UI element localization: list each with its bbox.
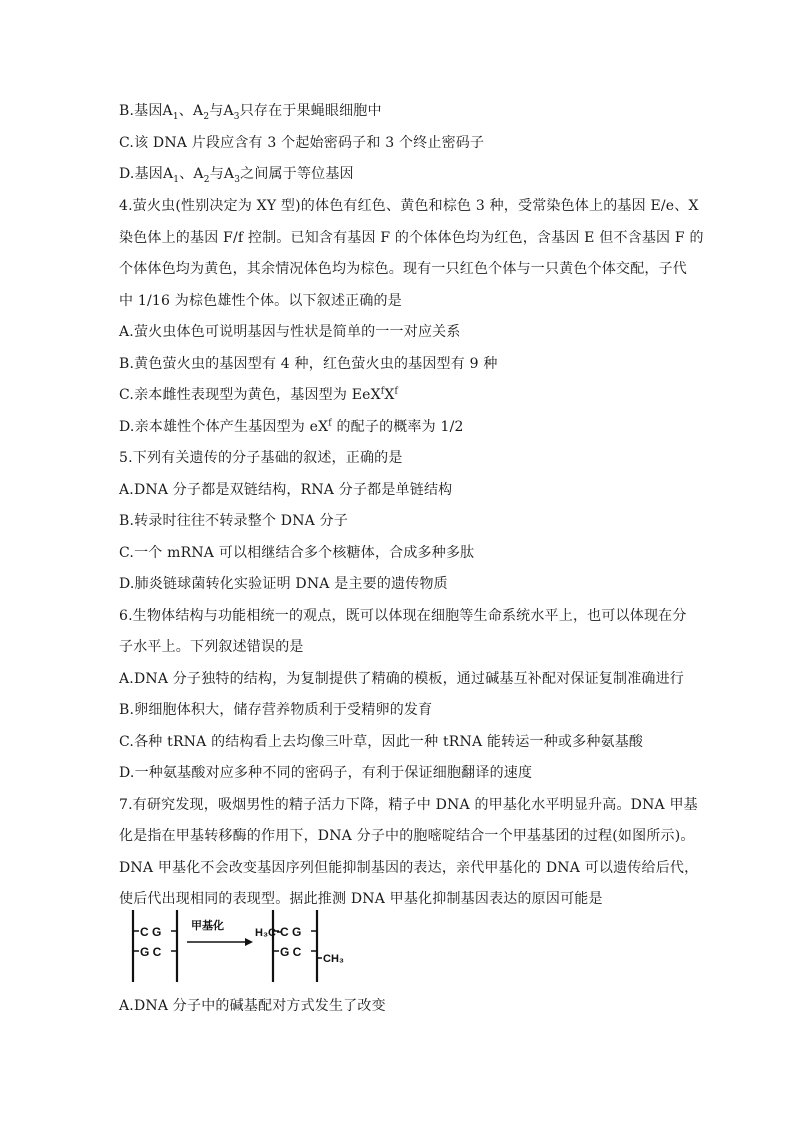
methyl-left: H₃C (255, 927, 276, 939)
option-7a: A.DNA 分子中的碱基配对方式发生了改变 (119, 998, 386, 1014)
option-5d: D.肺炎链球菌转化实验证明 DNA 是主要的遗传物质 (119, 576, 448, 592)
option-6b: B.卵细胞体积大，储存营养物质利于受精卵的发育 (119, 702, 433, 718)
question-6-stem-line-2: 子水平上。下列叙述错误的是 (119, 639, 304, 655)
option-4b: B.黄色萤火虫的基因型有 4 种，红色萤火虫的基因型有 9 种 (119, 356, 498, 372)
option-3d: D.基因$A_1$、$A_2$与$A_3$之间属于等位基因 (119, 166, 354, 185)
question-4-stem-line-2: 染色体上的基因 F/f 控制。已知含有基因 F 的个体体色均为红色，含基因 E 但不含基因 F 的 (119, 230, 704, 246)
right-pair-bottom: G C (280, 945, 302, 959)
option-6a: A.DNA 分子独特的结构，为复制提供了精确的模板，通过碱基互补配对保证复制准确进行 (119, 671, 684, 687)
question-4-stem-line-1: 4.萤火虫(性别决定为 XY 型)的体色有红色、黄色和棕色 3 种，受常染色体上的基因 E/e、X (119, 198, 699, 214)
option-4d: D.亲本雄性个体产生基因型为 $eX^f$ 的配子的概率为 1/2 (119, 418, 464, 435)
question-7-stem-line-4: 使后代出现相同的表现型。据此推测 DNA 甲基化抑制基因表达的原因可能是 (119, 891, 603, 907)
question-4-stem-line-4: 中 1/16 为棕色雄性个体。以下叙述正确的是 (119, 293, 402, 309)
option-3b: B.基因$A_1$、$A_2$与$A_3$只存在于果蝇眼细胞中 (119, 103, 382, 122)
question-7-stem-line-2: 化是指在甲基转移酶的作用下，DNA 分子中的胞嘧啶结合一个甲基基团的过程(如图所示)。 (119, 828, 695, 844)
dna-methylation-figure (125, 906, 355, 986)
option-4c: C.亲本雌性表现型为黄色，基因型为 $EeX^fX^f$ (119, 386, 399, 403)
option-5c: C.一个 mRNA 可以相继结合多个核糖体，合成多种多肽 (119, 545, 475, 561)
left-pair-top: C G (140, 925, 162, 939)
question-4-stem-line-3: 个体体色均为黄色，其余情况体色均为棕色。现有一只红色个体与一只黄色个体交配，子代 (119, 261, 687, 277)
arrow-label: 甲基化 (191, 919, 224, 932)
option-3c: C.该 DNA 片段应含有 3 个起始密码子和 3 个终止密码子 (119, 135, 485, 151)
question-7-stem-line-1: 7.有研究发现，吸烟男性的精子活力下降，精子中 DNA 的甲基化水平明显升高。DNA 甲基 (119, 797, 698, 813)
left-pair-bottom: G C (140, 945, 162, 959)
option-4a: A.萤火虫体色可说明基因与性状是简单的一一对应关系 (119, 324, 461, 340)
question-7-stem-line-3: DNA 甲基化不会改变基因序列但能抑制基因的表达，亲代甲基化的 DNA 可以遗传给后代， (119, 860, 699, 876)
option-6c: C.各种 tRNA 的结构看上去均像三叶草，因此一种 tRNA 能转运一种或多种氨基酸 (119, 734, 644, 750)
right-pair-top: C G (280, 925, 302, 939)
question-5-stem: 5.下列有关遗传的分子基础的叙述，正确的是 (119, 450, 403, 466)
question-6-stem-line-1: 6.生物体结构与功能相统一的观点，既可以体现在细胞等生命系统水平上，也可以体现在分 (119, 608, 687, 624)
arrow-head-icon (245, 938, 253, 946)
option-6d: D.一种氨基酸对应多种不同的密码子，有利于保证细胞翻译的速度 (119, 765, 533, 781)
option-5b: B.转录时往往不转录整个 DNA 分子 (119, 513, 349, 529)
option-5a: A.DNA 分子都是双链结构，RNA 分子都是单链结构 (119, 482, 453, 498)
methyl-right: CH₃ (323, 953, 344, 965)
